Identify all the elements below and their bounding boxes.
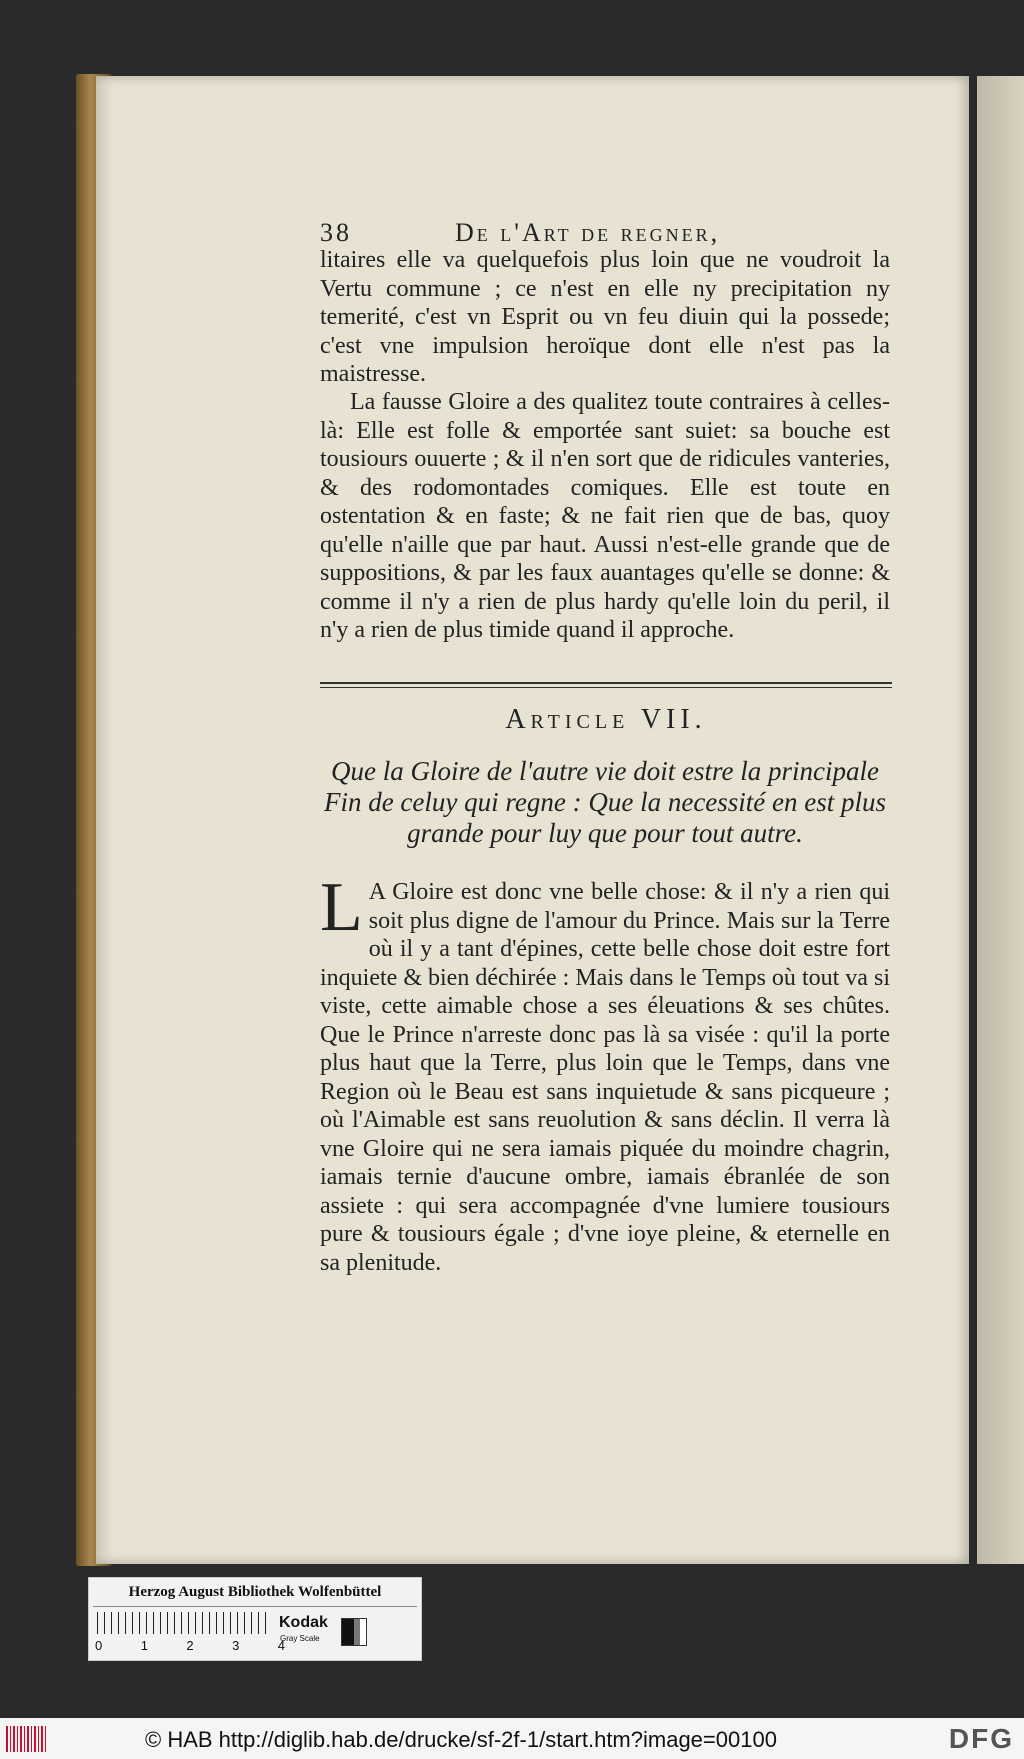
ruler-number: 4 [277, 1638, 285, 1653]
section-rule [320, 682, 892, 684]
ruler-numbers [95, 1638, 285, 1653]
facing-page-edge [977, 76, 1024, 1564]
scale-ruler [97, 1612, 267, 1634]
ruler-number: 3 [232, 1638, 240, 1653]
footer-bar [0, 1718, 1024, 1759]
page-number: 38 [320, 218, 352, 247]
source-credit[interactable]: © HAB http://diglib.hab.de/drucke/sf-2f-1/start.htm?image=00100 [145, 1727, 777, 1752]
dfg-logo: DFG [948, 1723, 1014, 1754]
ruler-number: 0 [95, 1638, 103, 1653]
gray-scale-label: Gray Scale [280, 1634, 320, 1643]
article-subtitle: Que la Gloire de l'autre vie doit estre la principale Fin de celuy qui regne : Que la necessité en est plus grande pour luy que pour tout autre. [323, 756, 887, 848]
kodak-brand: Kodak [279, 1614, 328, 1631]
library-name: Herzog August Bibliothek Wolfenbüttel [128, 1584, 382, 1600]
barcode-icon [6, 1726, 46, 1752]
paragraph-3 [320, 869, 890, 1277]
running-title: De l'Art de regner, [455, 218, 721, 247]
article-heading: Article VII. [505, 704, 707, 735]
gray-patch [341, 1618, 367, 1646]
drop-cap: L [320, 869, 363, 946]
paragraph-3-text: A Gloire est donc vne belle chose: & il n'y a rien qui soit plus digne de l'amour du Prince. Mais sur la Terre où il y a tant d'épines, cette belle chose doit estre fort inquiete & bien déchirée : Mais dans le Temps où tout va si viste, cette aimable chose a ses éleuations & ses chûtes. Que le Prince n'arreste donc pas là sa visée : qu'il la porte plus haut que la Terre, plus loin que le Temps, dans vne Region où le Beau est sans inquietude & sans picqueure ; où l'Aimable est sans reuolution & sans déclin. Il verra là vne Gloire qui ne sera iamais piquée du moindre chagrin, iamais ternie d'aucune ombre, iamais ébranlée de son assiete : qui sera accompagnée d'vne lumiere tousiours pure & tousiours égale ; d'vne ioye pleine, & eternelle en sa plenitude. [320, 879, 890, 1276]
section-rule-thin [320, 687, 892, 688]
paragraph-1: litaires elle va quelquefois plus loin que ne voudroit la Vertu commune ; ce n'est en elle ny precipitation ny temerité, c'est vn Esprit ou vn feu diuin qui la possede; c'est vne impulsion heroïque dont elle n'est pas la maistresse. [320, 247, 890, 387]
paragraph-2: La fausse Gloire a des qualitez toute contraires à celles-là: Elle est folle & emportée sant suiet: sa bouche est tousiours ouuerte ; & il n'en sort que de ridicules vanteries, & des rodomontades comiques. Elle est toute en ostentation & en faste; & ne fait rien que de bas, quoy qu'elle n'aille que par haut. Aussi n'est-elle grande que de suppositions, & par les faux auantages qu'elle se donne: & comme il n'y a rien de plus hardy qu'elle loin du peril, il n'y a rien de plus timide quand il approche. [320, 389, 890, 643]
library-color-target [88, 1577, 422, 1661]
ruler-number: 2 [186, 1638, 194, 1653]
stamp-divider [93, 1606, 417, 1607]
ruler-number: 1 [140, 1638, 148, 1653]
